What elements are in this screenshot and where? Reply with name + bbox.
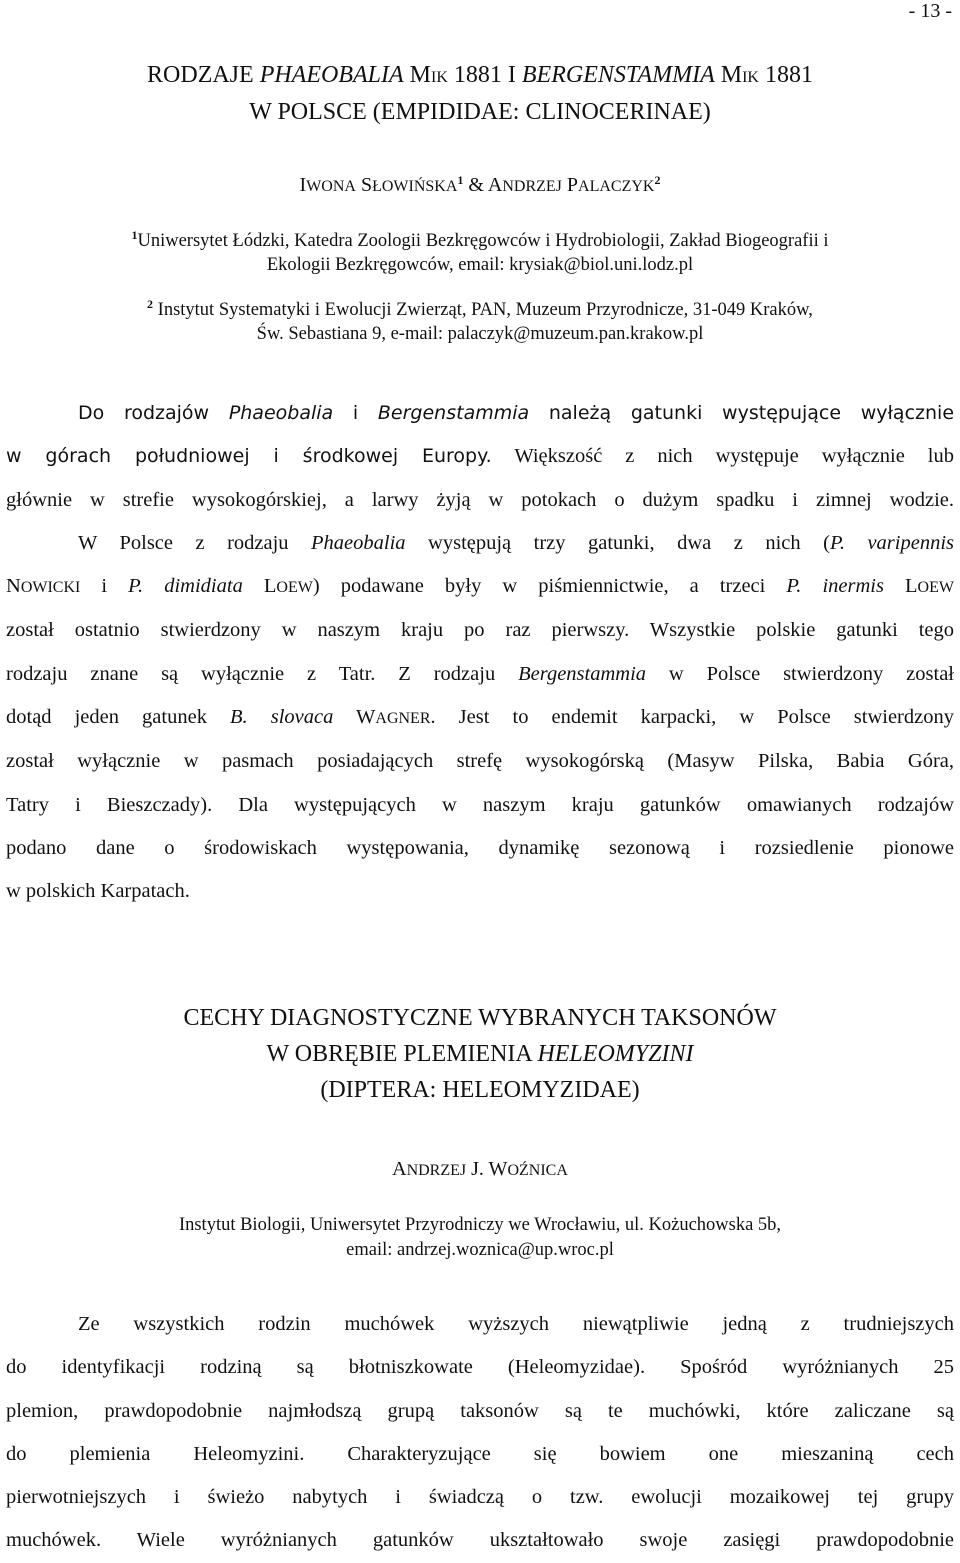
abstract-line: muchówek. Wiele wyróżnianych gatunków ukształtowało swoje zasięgi prawdopodobnie — [6, 1529, 954, 1552]
abstract-line: w górach południowej i środkowej Europy. Większość z nich występuje wyłącznie lub — [6, 445, 954, 468]
abstract-line: Ze wszystkich rodzin muchówek wyższych niewątpliwie jedną z trudniejszych — [78, 1313, 954, 1335]
article1-title-line1: RODZAJE PHAEOBALIA MIK 1881 I BERGENSTAMMIA MIK 1881 — [147, 62, 813, 88]
abstract-line: W Polsce z rodzaju Phaeobalia występują trzy gatunki, dwa z nich (P. varipennis — [78, 531, 954, 554]
article2-title-line3: (DIPTERA: HELEOMYZIDAE) — [320, 1077, 640, 1103]
article1-authors: IWONA SŁOWIŃSKA$^1$ & ANDRZEJ PALACZYK$^2$ — [299, 173, 661, 196]
article2-affiliation: Instytut Biologii, Uniwersytet Przyrodniczy we Wrocławiu, ul. Kożuchowska 5b, email: andrzej.woznica@up.wroc.pl — [178, 1215, 782, 1260]
article2-title-line2: W OBRĘBIE PLEMIENIA HELEOMYZINI — [266, 1041, 694, 1067]
article2-title — [0, 1000, 960, 1108]
abstract-line: głównie w strefie wysokogórskiej, a larwy żyją w potokach o dużym spadku i zimnej wodzie. — [6, 488, 954, 511]
abstract-line: został wyłącznie w pasmach posiadających strefę wysokogórską (Masyw Pilska, Babia Góra, — [6, 750, 954, 773]
article1-affiliation-1: $^1$Uniwersytet Łódzki, Katedra Zoologii Bezkręgowców i Hydrobiologii, Zakład Biogeografii i Ekologii Bezkręgowców, email: krysiak@biol.uni.lodz.pl — [131, 228, 829, 275]
article2-title-line1: CECHY DIAGNOSTYCZNE WYBRANYCH TAKSONÓW — [183, 1005, 777, 1031]
article1-title — [0, 58, 960, 130]
abstract-line: w polskich Karpatach. — [6, 880, 190, 903]
abstract-line: podano dane o środowiskach występowania, dynamikę sezonową i rozsiedlenie pionowe — [6, 836, 954, 859]
abstract-line: NOWICKI i P. dimidiata LOEW) podawane były w piśmiennictwie, a trzeci P. inermis LOEW — [6, 575, 954, 598]
article1-title-line2: W POLSCE (EMPIDIDAE: CLINOCERINAE) — [249, 99, 711, 125]
abstract-line: do identyfikacji rodziną są błotniszkowate (Heleomyzidae). Spośród wyróżnianych 25 — [6, 1356, 954, 1379]
article2-author: ANDRZEJ J. WOŹNICA — [392, 1158, 568, 1180]
abstract-line: Tatry i Bieszczady). Dla występujących w naszym kraju gatunków omawianych rodzajów — [6, 793, 954, 816]
article1-abstract — [6, 392, 954, 914]
article2-abstract — [6, 1303, 954, 1563]
article1-affiliation-2: $^2$ Instytut Systematyki i Ewolucji Zwierząt, PAN, Muzeum Przyrodnicze, 31-049 Kraków, Św. Sebastiana 9, e-mail: palaczyk@muzeum.pan.krakow.pl — [147, 297, 813, 344]
abstract-line: został ostatnio stwierdzony w naszym kraju po raz pierwszy. Wszystkie polskie gatunki tego — [6, 619, 954, 642]
abstract-line: Do rodzajów Phaeobalia i Bergenstammia należą gatunki występujące wyłącznie — [78, 402, 955, 424]
abstract-line: do plemienia Heleomyzini. Charakteryzujące się bowiem one mieszaniną cech — [6, 1442, 954, 1465]
abstract-line: plemion, prawdopodobnie najmłodszą grupą taksonów są te muchówki, które zaliczane są — [6, 1399, 954, 1422]
abstract-line: rodzaju znane są wyłącznie z Tatr. Z rodzaju Bergenstammia w Polsce stwierdzony został — [6, 662, 954, 685]
page-number: - 13 - — [908, 0, 952, 22]
abstract-line: pierwotniejszych i świeżo nabytych i świadczą o tzw. ewolucji mozaikowej tej grupy — [6, 1486, 954, 1509]
abstract-line: dotąd jeden gatunek B. slovaca WAGNER. Jest to endemit karpacki, w Polsce stwierdzony — [6, 706, 954, 729]
